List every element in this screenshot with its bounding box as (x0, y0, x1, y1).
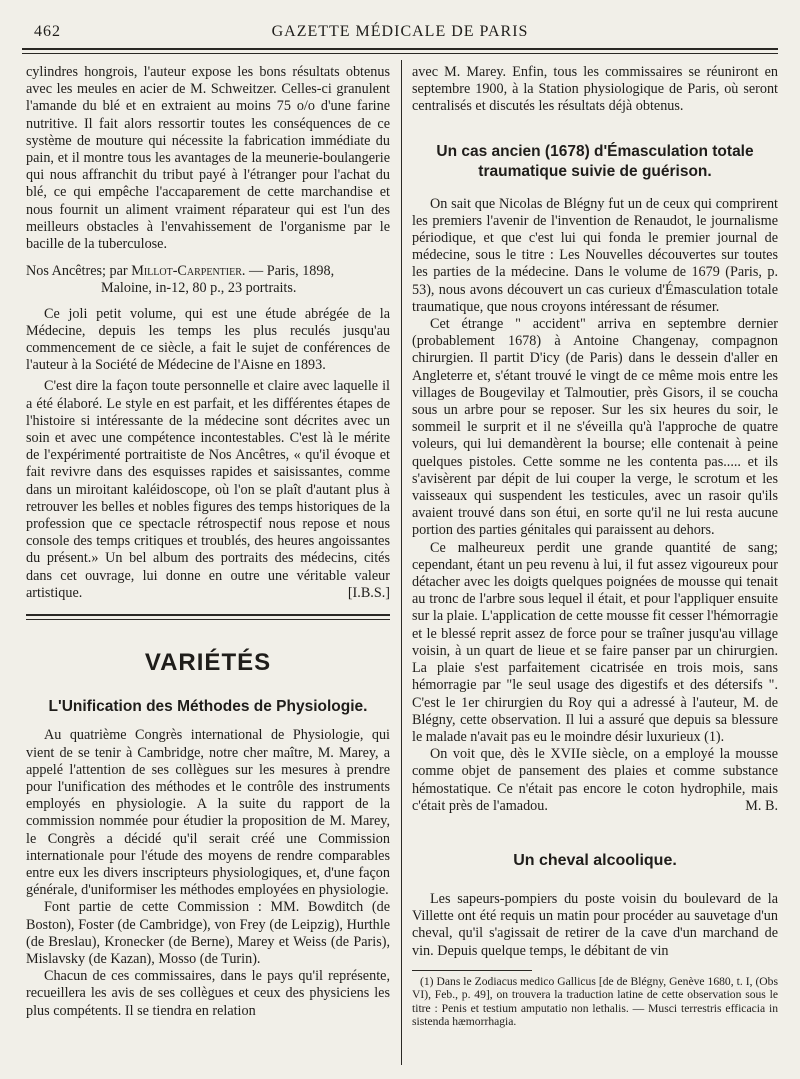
paragraph: avec M. Marey. Enfin, tous les commissaires se réuniront en septembre 1900, à la Station physiologique de Paris, où seront centralisés et discutés les résultats déjà obtenus. (412, 64, 778, 115)
section-title: VARIÉTÉS (144, 649, 272, 677)
footnote-rule (412, 970, 532, 971)
paragraph: Ce joli petit volume, qui est une étude abrégée de la Médecine, depuis les temps les plus reculés jusqu'au commencement de ce siècle, a fait le sujet de conférences de l'auteur à la Société de Médecine de l'Aisne en 1893. (26, 305, 390, 374)
article-title: L'Unification des Méthodes de Physiologie. (48, 698, 368, 716)
journal-title: GAZETTE MÉDICALE DE PARIS (271, 23, 529, 40)
section-separator (26, 614, 390, 620)
paragraph: Les sapeurs-pompiers du poste voisin du boulevard de la Villette ont été requis un matin pour procéder au sauvetage d'un cheval, qu'il s'agissait de retirer de la cave d'un marchand de vin. Depuis quelque temps, le débitant de vin (412, 890, 778, 959)
paragraph: cylindres hongrois, l'auteur expose les bons résultats obtenus avec les meules en acier de M. Schweitzer. Celles-ci granulent l'amande du blé et en extraient au moins 75 o/o d'une farine nutritive. Il fait alors ressortir toutes les conséquences de ce système de mouture qui nécessite la fabrication immédiate du pain, et il montre tous les avantages de la meunerie-boulangerie qui nous affranchit du tribut payé à l'étranger pour l'achat du blé, ce qui empêche l'accaparement de cette marchandise et nous fournit un aliment vraiment réparateur qui est l'un des meilleurs obstacles à l'envahissement de l'organisme par le bacille de la tuberculose. (26, 64, 390, 253)
left-column (26, 64, 390, 1020)
paragraph: Ce malheureux perdit une grande quantité de sang; cependant, étant un peu revenu à lui, il fut assez vigoureux pour détacher avec les doigts quelques poignées de mousse qui tenait au tronc de l'arbre sous lequel il était, et pour l'appliquer ensuite sur la plaie. L'application de cette mousse fit cesser l'hémorragie et le blessé reprit assez de force pour se traîner jusqu'au village voisin, à un quart de lieue et se faire panser par un chirurgien. La plaie s'est parfaitement cicatrisée en trois mois, sans hémorragie par "le seul usage des digestifs et des détersifs ". C'est le 1er chirurgien du Roy qui a adressé à l'auteur, M. de Blégny, cette observation. Il lui a assuré que depuis sa blessure le malade n'avait pas eu le moindre désir luxurieux (1). (412, 539, 778, 745)
page-number: 462 (34, 23, 61, 40)
book-author: Millot-Carpentier. (131, 263, 246, 280)
signature: M. B. (745, 797, 778, 814)
article-title: Un cas ancien (1678) d'Émasculation totale traumatique suivie de guérison. (436, 142, 754, 180)
paragraph: On sait que Nicolas de Blégny fut un de ceux qui comprirent les premiers l'avenir de l'invention de Renaudot, le journalisme périodique, et que c'est lui qui fonda le premier journal de médecine, sous le titre : Les Nouvelles découvertes sur toutes les parties de la médecine. Dans le volume de 1679 (Paris, p. 53), nous avons découvert un cas curieux d'Émasculation totale traumatique, que nous croyons intéressant de résumer. (412, 195, 778, 315)
book-reference (26, 263, 390, 297)
paragraph: On voit que, dès le XVIIe siècle, on a employé la mousse comme objet de pansement des plaies et comme substance hémostatique. Ce n'était pas encore le coton hydrophile, mais c'était près de l'amadou. M. B. (412, 746, 778, 814)
paragraph: Font partie de cette Commission : MM. Bowditch (de Boston), Foster (de Cambridge), von Frey (de Leipzig), Hurthle (de Breslau), Kronecker (de Berne), Marey et Weiss (de Paris), Mislavsky (de Kazan), Mosso (de Turin). (26, 899, 390, 967)
paragraph: Chacun de ces commissaires, dans le pays qu'il représente, recueillera les avis de ses collègues et ceux des physiciens les plus compétents. Il se tiendra en relation (26, 968, 390, 1019)
paragraph: Cet étrange " accident" arriva en septembre dernier (probablement 1678) à Antoine Changenay, compagnon chirurgien. Il partit D'icy (de Paris) dans le dessein d'aller en Angleterre et, s'étant trouvé le vingt de ce même mois entre les villages de Bougevilay et Talmoutier, près Gisors, il se coucha sous un arbre pour se reposer. Sur les six heures du soir, le sommeil le surprit et il ne s'éveilla qu'à l'approche de quatre voleurs, qui lui demandèrent la bourse; elle contenait à peine quelques pistoles. Cette somme ne les contenta pas..... et ils s'avisèrent par dépit de lui couper la verge, le scrotum et les vaisseaux qui suspendent les testicules, avec un rasoir qu'ils avaient trouvé dans son étui, en sorte qu'il ne lui resta aucune portion des parties génitales qui paraissent au dehors. (412, 316, 778, 539)
right-column (412, 64, 778, 1028)
header-rule (22, 48, 778, 50)
page-header (22, 20, 778, 44)
book-place: — Paris, 1898, (248, 263, 335, 280)
header-rule-thin (22, 53, 778, 54)
footnote: (1) Dans le Zodiacus medico Gallicus [de de Blégny, Genève 1680, t. I, (Obs VI), Feb., p. 49], on trouvera la traduction latine de cette observation sous le titre : Penis et testium amputatio non lethalis. — Musci terrestris efficacia in sistenda hæmorrhagia. (412, 974, 778, 1028)
paragraph: Au quatrième Congrès international de Physiologie, qui vient de se tenir à Cambridge, notre cher maître, M. Marey, a appelé l'attention de ses collègues sur les mesures à prendre pour l'unification des méthodes et le contrôle des instruments employés en physiologie. A la suite du rapport de la commission nommée pour étudier la proposition de M. Marey, le Congrès a décidé qu'il serait créé une Commission internationale pour l'étude des moyens de rendre comparables entre eux les divers inscripteurs physiologiques, et, d'une façon générale, d'uniformiser les méthodes employées en physiologie. (26, 727, 390, 899)
signature: [I.B.S.] (347, 584, 390, 601)
book-publisher: Maloine, in-12, 80 p., 23 portraits. (101, 280, 297, 297)
book-title: Nos Ancêtres; par (26, 263, 128, 280)
column-divider (401, 60, 402, 1065)
paragraph: C'est dire la façon toute personnelle et claire avec laquelle il a été élaboré. Le style en est parfait, et les différentes étapes de l'histoire si intéressante de la médecine sont décrites avec un soin et avec une compétence incontestables. C'est là le mérite de l'expérimenté portraitiste de Nos Ancêtres, « qu'il évoque et fait revivre dans des esquisses rapides et saisissantes, comme dans un miroitant kaléidoscope, où l'on se plaît d'autant plus à retrouver les belles et nobles figures des temps historiques de la profession que ce spectacle rétrospectif nous repose et nous console des temps critiques et troublés, des heures angoissantes du présent.» Un bel album des portraits des médecins, cités dans cet ouvrage, lui donne en outre une véritable valeur artistique. [I.B.S.] (26, 378, 390, 601)
article-title: Un cheval alcoolique. (513, 851, 677, 869)
